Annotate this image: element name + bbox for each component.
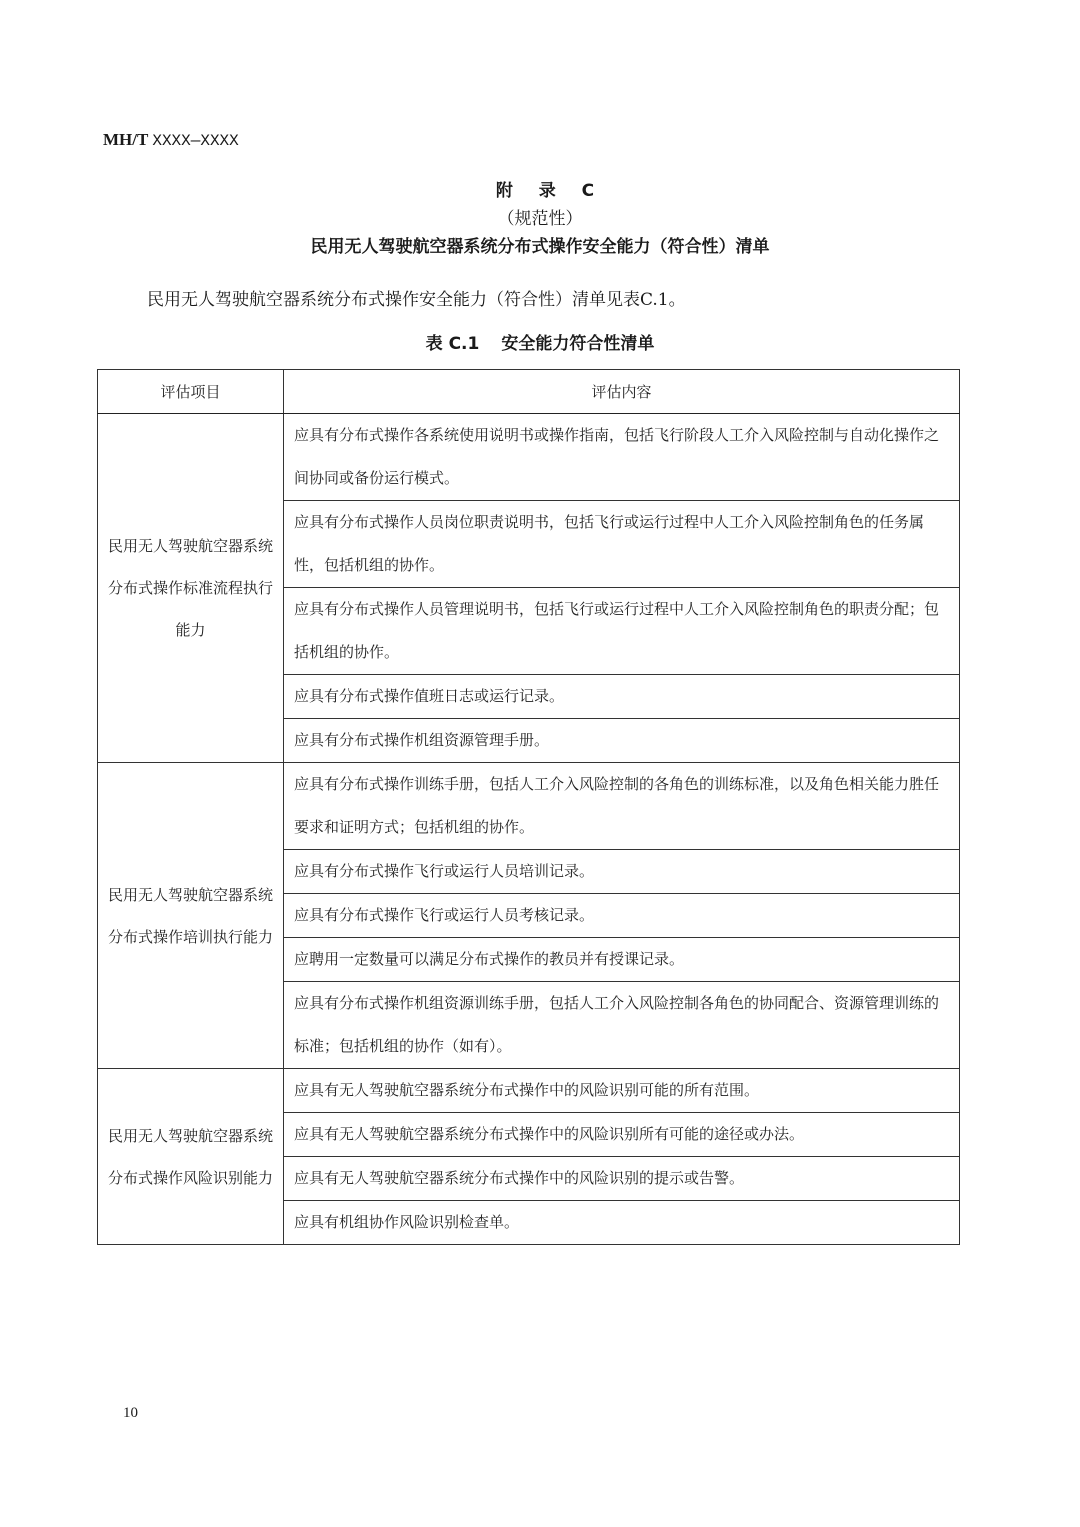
assessment-content: 应具有分布式操作飞行或运行人员考核记录。 [284,894,960,938]
appendix-name: 民用无人驾驶航空器系统分布式操作安全能力（符合性）清单 [310,237,770,257]
column-header-content: 评估内容 [284,370,960,414]
intro-paragraph: 民用无人驾驶航空器系统分布式操作安全能力（符合性）清单见表C.1。 [147,290,686,310]
assessment-content: 应具有分布式操作人员管理说明书，包括飞行或运行过程中人工介入风险控制角色的职责分配；包括机组的协作。 [284,588,960,675]
assessment-content: 应具有分布式操作飞行或运行人员培训记录。 [284,850,960,894]
table-row [98,763,960,850]
assessment-content: 应具有分布式操作训练手册，包括人工介入风险控制的各角色的训练标准，以及角色相关能力胜任要求和证明方式；包括机组的协作。 [284,763,960,850]
assessment-item: 民用无人驾驶航空器系统分布式操作标准流程执行能力 [98,414,284,763]
appendix-title: 附 录 C [495,181,605,201]
standard-prefix: MH/T [103,130,149,149]
column-header-item: 评估项目 [98,370,284,414]
table-header-row [98,370,960,414]
table-caption [0,329,1080,354]
table-row [98,1069,960,1113]
page-number: 10 [123,1405,138,1421]
assessment-content: 应具有分布式操作机组资源管理手册。 [284,719,960,763]
assessment-item: 民用无人驾驶航空器系统分布式操作风险识别能力 [98,1069,284,1245]
assessment-item: 民用无人驾驶航空器系统分布式操作培训执行能力 [98,763,284,1069]
assessment-content: 应具有分布式操作值班日志或运行记录。 [284,675,960,719]
assessment-content: 应具有分布式操作人员岗位职责说明书，包括飞行或运行过程中人工介入风险控制角色的任务属性，包括机组的协作。 [284,501,960,588]
assessment-content: 应具有无人驾驶航空器系统分布式操作中的风险识别的提示或告警。 [284,1157,960,1201]
table-row [98,414,960,501]
appendix-type: （规范性） [497,209,583,229]
table-caption-title: 安全能力符合性清单 [501,334,655,354]
table-caption-number: 表 C.1 [425,334,480,354]
standard-number: XXXX—XXXX [152,132,239,150]
standard-code [103,130,239,150]
assessment-content: 应具有机组协作风险识别检查单。 [284,1201,960,1245]
checklist-table [97,369,960,1245]
assessment-content: 应具有无人驾驶航空器系统分布式操作中的风险识别所有可能的途径或办法。 [284,1113,960,1157]
assessment-content: 应具有分布式操作机组资源训练手册，包括人工介入风险控制各角色的协同配合、资源管理训练的标准；包括机组的协作（如有）。 [284,982,960,1069]
assessment-content: 应具有分布式操作各系统使用说明书或操作指南，包括飞行阶段人工介入风险控制与自动化操作之间协同或备份运行模式。 [284,414,960,501]
assessment-content: 应具有无人驾驶航空器系统分布式操作中的风险识别可能的所有范围。 [284,1069,960,1113]
assessment-content: 应聘用一定数量可以满足分布式操作的教员并有授课记录。 [284,938,960,982]
